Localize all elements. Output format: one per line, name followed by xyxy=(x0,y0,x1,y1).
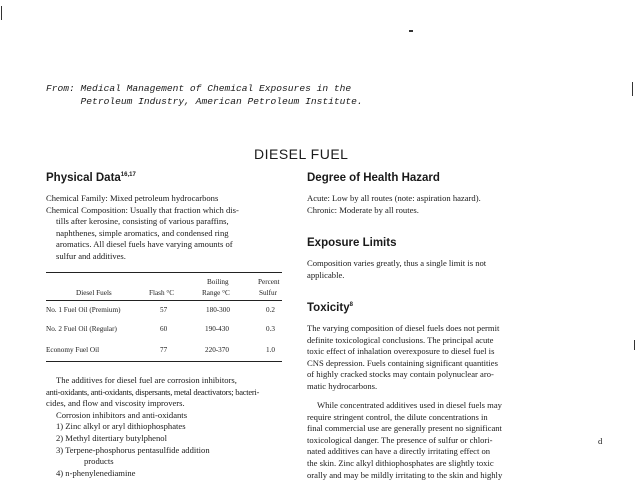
toxicity-line: The varying composition of diesel fuels does not permit xyxy=(307,323,500,333)
exposure-line: Composition varies greatly, thus a single limit is not xyxy=(307,258,487,268)
table-header-boiling-2: Range °C xyxy=(202,289,230,297)
composition-line: tills after kerosine, consisting of various paraffins, xyxy=(56,216,229,227)
physical-data-reference: 16,17 xyxy=(120,172,136,179)
toxicity-reference: 8 xyxy=(349,302,353,309)
additive-item: 1) Zinc alkyl or aryl dithiophosphates xyxy=(56,421,186,432)
composition-line: aromatics. All diesel fuels have varying amounts of xyxy=(56,239,233,250)
table-cell-range: 220-370 xyxy=(205,346,229,354)
exposure-limits-heading: Exposure Limits xyxy=(307,237,397,249)
table-bottom-rule xyxy=(46,361,282,362)
toxicity-line: toxicological danger. The presence of sulfur or chlori- xyxy=(307,434,493,445)
table-cell-name: Economy Fuel Oil xyxy=(46,346,100,354)
table-cell-name: No. 2 Fuel Oil (Regular) xyxy=(46,325,117,333)
toxicity-paragraph-1 xyxy=(307,323,582,393)
scan-mark-top-left xyxy=(1,6,2,20)
table-cell-sulfur: 0.2 xyxy=(266,306,275,314)
table-cell-flash: 60 xyxy=(160,325,168,333)
table-header-percent-1: Percent xyxy=(258,278,280,286)
toxicity-line: of highly cracked stocks may contain polynuclear aro- xyxy=(307,369,494,380)
additive-item: 3) Terpene-phosphorus pentasulfide addition xyxy=(56,444,210,455)
table-cell-sulfur: 0.3 xyxy=(266,325,275,333)
scan-mark-right xyxy=(632,82,633,96)
additive-item: 4) n-phenylenediamine xyxy=(56,467,136,478)
additives-subhead: Corrosion inhibitors and anti-oxidants xyxy=(56,409,188,420)
page-title: DIESEL FUEL xyxy=(254,146,349,162)
scan-mark-right-2 xyxy=(634,340,635,350)
table-header-rule xyxy=(46,300,282,301)
table-cell-range: 190-430 xyxy=(205,325,229,333)
additive-item: products xyxy=(84,456,114,467)
toxicity-line: final commercial use are generally present no significant xyxy=(307,423,502,434)
toxicity-line: toxic effect of inhalation overexposure to diesel fuel is xyxy=(307,346,495,357)
table-header-flash: Flash °C xyxy=(149,289,175,297)
table-top-rule xyxy=(46,272,282,273)
health-hazard-heading: Degree of Health Hazard xyxy=(307,172,440,184)
table-cell-range: 180-300 xyxy=(206,306,230,314)
toxicity-line: require stringent control, the dilute concentrations in xyxy=(307,411,488,422)
table-cell-sulfur: 1.0 xyxy=(266,346,275,354)
health-hazard-text xyxy=(307,193,577,216)
toxicity-line: CNS depression. Fuels containing significant quantities xyxy=(307,357,498,368)
chemical-family: Chemical Family: Mixed petroleum hydrocarbons xyxy=(46,193,219,203)
composition-line: sulfur and additives. xyxy=(56,250,126,261)
toxicity-line: nated additives can have a directly irritating effect on xyxy=(307,446,491,457)
additive-item: 2) Methyl ditertiary butylphenol xyxy=(56,432,167,443)
table-cell-flash: 57 xyxy=(160,306,168,314)
acute-hazard: Acute: Low by all routes (note: aspiration hazard). xyxy=(307,193,481,203)
composition-line: naphthenes, simple aromatics, and condensed ring xyxy=(56,227,229,238)
toxicity-line: definite toxicological conclusions. The principal acute xyxy=(307,334,494,345)
table-cell-name: No. 1 Fuel Oil (Premium) xyxy=(46,306,121,314)
toxicity-line: orally and may be mildly irritating to the skin and highly xyxy=(307,469,503,480)
additives-text xyxy=(46,375,296,479)
exposure-line: applicable. xyxy=(307,269,345,280)
table-header-percent-2: Sulfur xyxy=(259,289,277,297)
margin-letter: d xyxy=(598,436,603,446)
chronic-hazard: Chronic: Moderate by all routes. xyxy=(307,204,419,215)
physical-data-text xyxy=(46,193,296,263)
exposure-limits-text xyxy=(307,258,577,281)
composition-line: Chemical Composition: Usually that fraction which dis- xyxy=(46,204,239,215)
toxicity-paragraph-2 xyxy=(307,400,582,481)
table-cell-flash: 77 xyxy=(160,346,168,354)
additives-line: The additives for diesel fuel are corrosion inhibitors, xyxy=(56,375,237,385)
scan-mark-top xyxy=(409,30,413,32)
toxicity-heading: Toxicity$^8$ xyxy=(307,302,353,314)
physical-data-heading: Physical Data$^{16,17}$ xyxy=(46,172,136,184)
toxicity-line: While concentrated additives used in diesel fuels may xyxy=(317,400,502,410)
source-citation-line-1: From: Medical Management of Chemical Exposures in the xyxy=(46,83,352,94)
additives-line: cides, and flow and viscosity improvers. xyxy=(46,398,185,409)
toxicity-line: matic hydrocarbons. xyxy=(307,380,378,391)
additives-line: anti-oxidants, anti-oxidants, dispersants, metal deactivators; bacteri- xyxy=(46,386,260,397)
table-header-boiling-1: Boiling xyxy=(207,278,229,286)
source-citation-line-2: Petroleum Industry, American Petroleum Institute. xyxy=(46,96,363,107)
toxicity-line: the skin. Zinc alkyl dithiophosphates are slightly toxic xyxy=(307,457,494,468)
table-header-fuels: Diesel Fuels xyxy=(76,289,112,297)
